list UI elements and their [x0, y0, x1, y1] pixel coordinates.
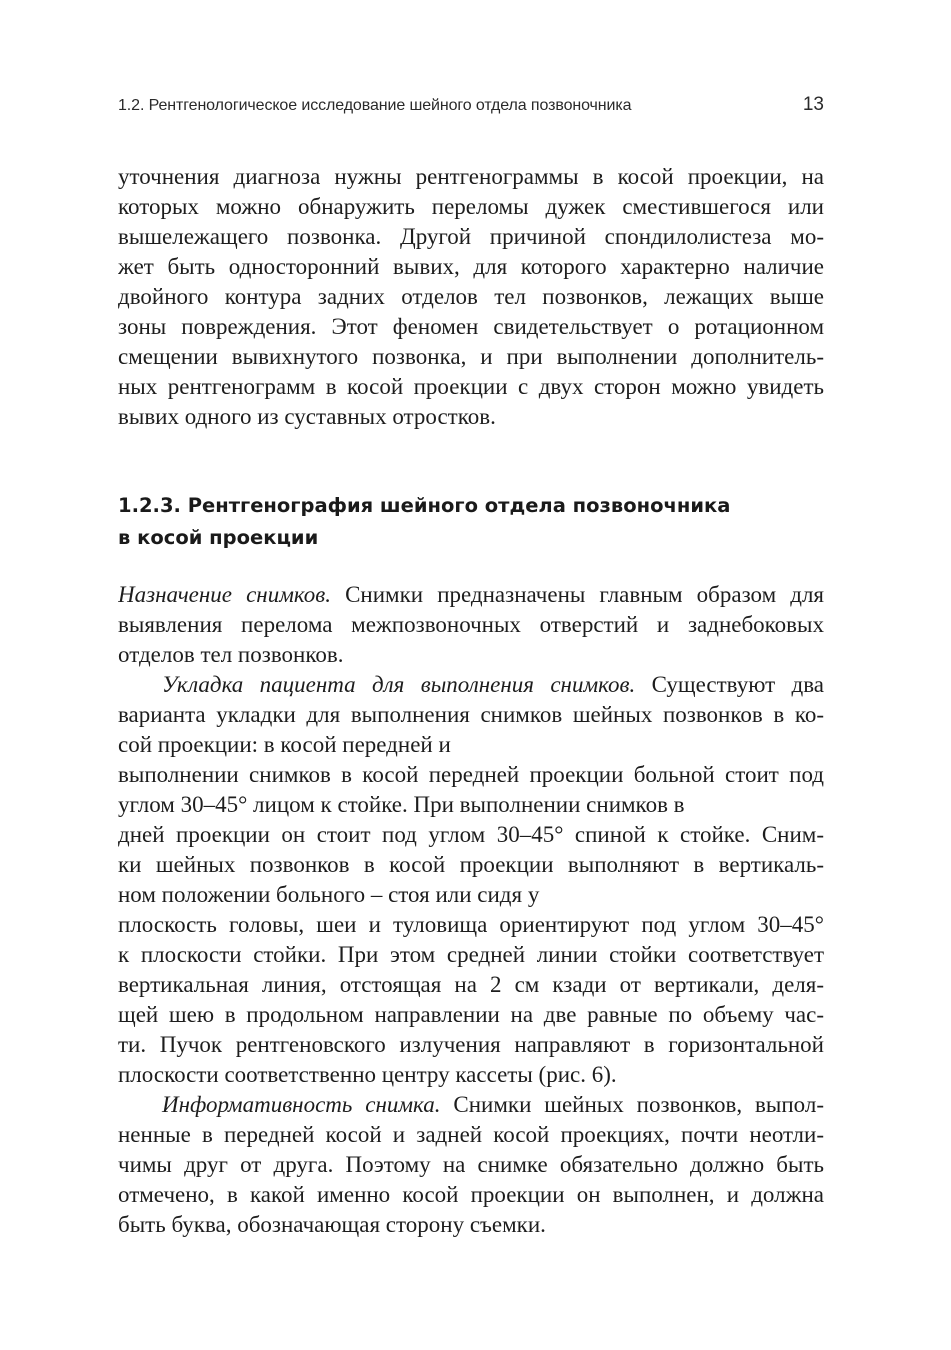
text-line: вышележащего позвонка. Другой причиной спондилолистеза мо-: [118, 224, 824, 249]
text-line: двойного контура задних отделов тел позвонков, лежащих выше: [118, 284, 824, 309]
italic-lead: Информативность снимка.: [162, 1092, 441, 1117]
text-line: вывих одного из суставных отростков.: [118, 404, 496, 429]
paragraph-positioning: [118, 670, 824, 1090]
text-line: щей шею в продольном направлении на две равные по объему час-: [118, 1002, 824, 1027]
text-line: ти. Пучок рентгеновского излучения направляют в горизонтальной: [118, 1032, 824, 1057]
text-line: отмечено, в какой именно косой проекции он выполнен, и должна: [118, 1182, 824, 1207]
text-line: ном положении больного – стоя или сидя у: [118, 882, 540, 907]
text-line: выявления перелома межпозвоночных отверстий и заднебоковых: [118, 612, 824, 637]
text-line: ных рентгенограмм в косой проекции с двух сторон можно увидеть: [118, 374, 824, 399]
running-title: 1.2. Рентгенологическое исследование шейного отдела позвоночника: [118, 97, 632, 114]
text-line: плоскости соответственно центру кассеты (рис. 6).: [118, 1062, 617, 1087]
text-line: [118, 1090, 824, 1120]
text-run: Снимки предназначены главным образом для: [331, 582, 824, 607]
italic-lead: Укладка пациента для выполнения снимков.: [162, 672, 636, 697]
text-run: Снимки шейных позвонков, выпол-: [440, 1092, 824, 1117]
text-line: которых можно обнаружить переломы дужек сместившегося или: [118, 194, 824, 219]
paragraph-purpose: [118, 580, 824, 670]
text-line: быть буква, обозначающая сторону съемки.: [118, 1212, 546, 1237]
section-heading-line: в косой проекции: [118, 526, 319, 549]
text-line: уточнения диагноза нужны рентгенограммы в косой проекции, на: [118, 164, 824, 189]
section-heading: [118, 490, 824, 554]
continued-paragraph: [118, 162, 824, 432]
running-header: [118, 94, 824, 120]
italic-lead: Назначение снимков.: [118, 582, 331, 607]
text-line: углом 30–45° лицом к стойке. При выполнении снимков в: [118, 792, 685, 817]
section-heading-line: 1.2.3. Рентгенография шейного отдела позвоночника: [118, 494, 731, 517]
paragraph-informativeness: [118, 1090, 824, 1240]
text-line: [118, 580, 824, 610]
text-line: вертикальная линия, отстоящая на 2 см кзади от вертикали, деля-: [118, 972, 824, 997]
text-line: ненные в передней косой и задней косой проекциях, почти неотли-: [118, 1122, 824, 1147]
text-line: ки шейных позвонков в косой проекции выполняют в вертикаль-: [118, 852, 824, 877]
text-line: [118, 670, 824, 700]
text-line: смещении вывихнутого позвонка, и при выполнении дополнитель-: [118, 344, 824, 369]
text-line: сой проекции: в косой передней и: [118, 732, 451, 757]
text-line: плоскость головы, шеи и туловища ориентируют под углом 30–45°: [118, 912, 824, 937]
text-line: выполнении снимков в косой передней проекции больной стоит под: [118, 762, 824, 787]
text-line: зоны повреждения. Этот феномен свидетельствует о ротационном: [118, 314, 824, 339]
text-line: чимы друг от друга. Поэтому на снимке обязательно должно быть: [118, 1152, 824, 1177]
text-line: к плоскости стойки. При этом средней линии стойки соответствует: [118, 942, 824, 967]
text-line: отделов тел позвонков.: [118, 642, 344, 667]
page-number: 13: [802, 94, 824, 115]
text-line: варианта укладки для выполнения снимков шейных позвонков в ко-: [118, 702, 824, 727]
text-line: жет быть односторонний вывих, для которого характерно наличие: [118, 254, 824, 279]
text-line: дней проекции он стоит под углом 30–45° спиной к стойке. Сним-: [118, 822, 824, 847]
text-run: Существуют два: [635, 672, 824, 697]
